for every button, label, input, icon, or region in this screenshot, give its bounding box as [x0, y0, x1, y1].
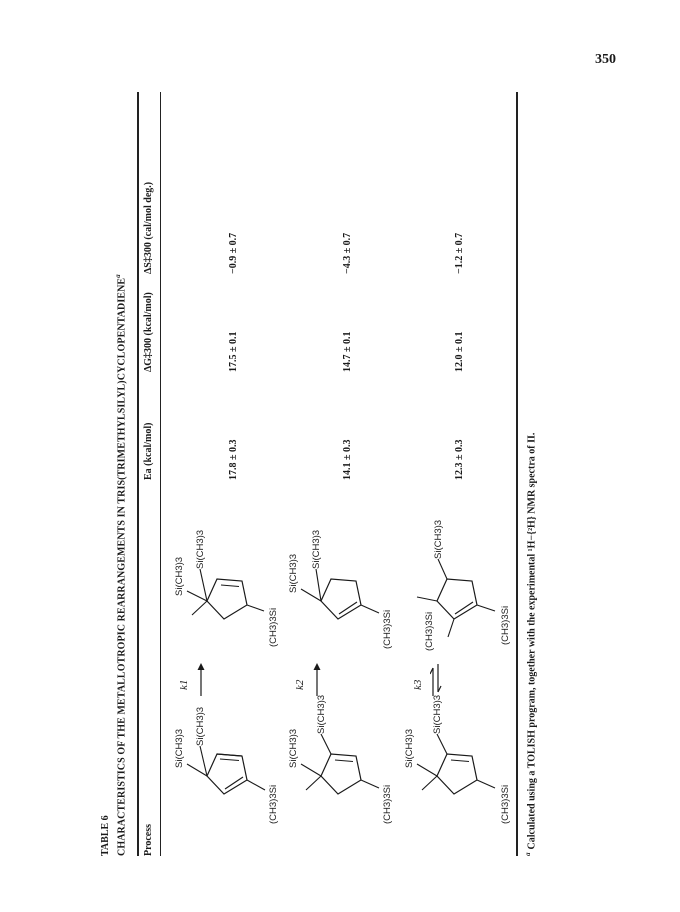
row1-product-group-c: (CH3)3Si [268, 607, 279, 647]
row1-product-structure [162, 511, 282, 651]
row1-product-group-a: Si(CH3)3 [174, 556, 185, 596]
row2-product-group-b: Si(CH3)3 [311, 529, 322, 569]
row2-rate-label: k2 [294, 679, 306, 690]
row3-product-structure [392, 501, 514, 651]
header-activation-energy: Ea (kcal/mol) [143, 422, 154, 480]
row1-dg: 17.5 ± 0.1 [228, 331, 239, 372]
table-title-text: CHARACTERISTICS OF THE METALLOTROPIC REARRANGEMENTS IN TRIS(TRIMETHYLSILYL)CYCLOPENTADIENE [116, 277, 128, 856]
row2-ea: 14.1 ± 0.3 [342, 439, 353, 480]
row3-reactant-group-c: (CH3)3Si [500, 784, 511, 824]
table-label: TABLE 6 [100, 815, 111, 856]
row3-reactant-group-a: Si(CH3)3 [404, 728, 415, 768]
table-rule-top [137, 92, 139, 856]
arrow-icon [312, 662, 322, 696]
row2-product-group-a: Si(CH3)3 [288, 553, 299, 593]
table-rule-header [160, 92, 161, 856]
footnote-mark: a [524, 852, 532, 856]
row3-product-group-c: (CH3)3Si [500, 605, 511, 645]
row2-reactant-group-c: (CH3)3Si [382, 784, 393, 824]
row2-reactant-group-b: Si(CH3)3 [316, 694, 327, 734]
header-process: Process [143, 823, 154, 856]
table-footnote [524, 433, 537, 856]
row2-reactant-structure [276, 686, 396, 826]
equilibrium-arrow-icon [430, 662, 442, 696]
row2-dg: 14.7 ± 0.1 [342, 331, 353, 372]
row3-dg: 12.0 ± 0.1 [454, 331, 465, 372]
header-free-energy: ΔG‡300 (kcal/mol) [143, 292, 154, 372]
row1-ea: 17.8 ± 0.3 [228, 439, 239, 480]
row1-reactant-structure [162, 706, 282, 826]
table-title [114, 274, 127, 856]
header-entropy: ΔS‡300 (cal/mol deg.) [143, 181, 154, 274]
footnote-text: Calculated using a TOLISH program, together with the experimental ¹H−{²H} NMR spectra of II. [526, 432, 538, 850]
row3-reactant-structure [392, 686, 514, 826]
row1-reactant-group-a: Si(CH3)3 [174, 728, 185, 768]
rotated-table-page [100, 56, 580, 856]
row1-reactant-group-c: (CH3)3Si [268, 784, 279, 824]
row2-reactant-group-a: Si(CH3)3 [288, 728, 299, 768]
table-rule-bottom [516, 92, 518, 856]
row3-product-group-a: (CH3)3Si [424, 611, 435, 651]
row2-product-group-c: (CH3)3Si [382, 609, 393, 649]
row3-product-group-b: Si(CH3)3 [433, 519, 444, 559]
row1-ds: −0.9 ± 0.7 [228, 232, 239, 274]
row1-rate-label: k1 [178, 679, 190, 690]
arrow-icon [196, 662, 206, 696]
table-title-footnote-mark: a [114, 274, 122, 278]
row1-reactant-group-b: Si(CH3)3 [195, 706, 206, 746]
row2-product-structure [276, 511, 396, 651]
row3-ea: 12.3 ± 0.3 [454, 439, 465, 480]
row3-rate-label: k3 [412, 679, 424, 690]
row2-ds: −4.3 ± 0.7 [342, 232, 353, 274]
row3-reactant-group-b: Si(CH3)3 [432, 694, 443, 734]
row1-product-group-b: Si(CH3)3 [195, 529, 206, 569]
page-number: 350 [595, 52, 616, 67]
row3-ds: −1.2 ± 0.7 [454, 232, 465, 274]
